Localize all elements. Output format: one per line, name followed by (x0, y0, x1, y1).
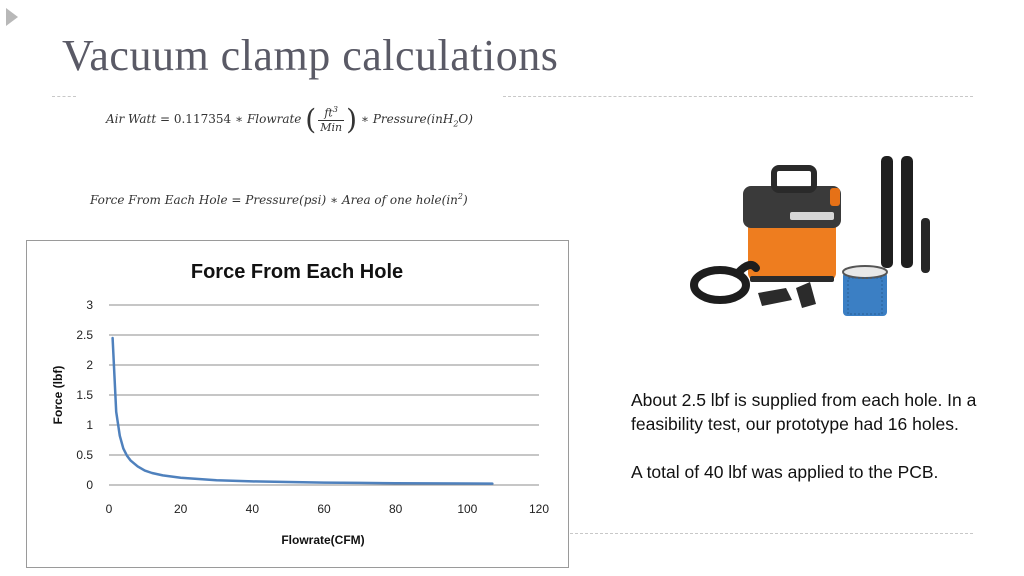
chart-title: Force From Each Hole (190, 261, 404, 283)
force-chart (26, 240, 569, 568)
air-watt-formula: Air Watt = 0.117354 ∗ Flowrate ( $\frac{ft^3}{\text{Min}}$ ) ∗ Pressure(inH$_2$O) (106, 103, 473, 136)
y-tick-label: 2 (86, 358, 93, 372)
floor-tool (758, 288, 792, 306)
slide-title: Vacuum clamp calculations (62, 31, 559, 80)
flowrate-unit-fraction: $\frac{ft^3}{\text{Min}}$ (320, 105, 343, 134)
caption-paragraph-1: About 2.5 lbf is supplied from each hole. In a feasibility test, our prototype had 16 holes. (631, 390, 977, 434)
wand-1 (881, 156, 893, 268)
title-divider-right (503, 96, 973, 97)
x-tick-label: 60 (317, 502, 331, 516)
x-axis-label: Flowrate(CFM) (281, 533, 365, 547)
result-caption (631, 388, 981, 484)
vacuum-base (750, 276, 834, 282)
slide-marker-arrow-icon (6, 8, 18, 26)
crevice-tool (796, 282, 816, 308)
hole-area-term: Area of one hole (341, 193, 442, 207)
x-tick-label: 100 (457, 502, 478, 516)
y-tick-label: 1 (86, 418, 93, 432)
vacuum-brand-plate (790, 212, 834, 220)
caption-paragraph-2: A total of 40 lbf was applied to the PCB. (631, 462, 939, 482)
shop-vacuum-photo (688, 148, 948, 318)
title-divider-left (52, 96, 76, 97)
force-chart-svg (27, 241, 568, 567)
x-tick-label: 40 (245, 502, 260, 516)
series-line-0 (113, 338, 493, 484)
x-tick-label: 0 (105, 502, 113, 516)
wand-2 (901, 156, 913, 268)
air-watt-label: Air Watt (106, 112, 157, 126)
flowrate-term: Flowrate (246, 112, 302, 126)
force-pressure-term: Pressure (245, 193, 300, 207)
y-tick-label: 1.5 (76, 388, 93, 402)
air-watt-coefficient: 0.117354 (173, 112, 232, 126)
footer-divider (570, 533, 973, 534)
x-tick-label: 80 (388, 502, 403, 516)
force-label: Force From Each Hole (90, 193, 228, 207)
y-tick-label: 2.5 (76, 328, 93, 342)
y-tick-label: 3 (86, 298, 93, 312)
y-tick-label: 0.5 (76, 448, 93, 462)
x-tick-label: 20 (173, 502, 188, 516)
force-formula: Force From Each Hole = Pressure(psi) ∗ Area of one $hole(in^2)$ (90, 192, 468, 207)
wand-short (921, 218, 930, 273)
vacuum-latch (830, 188, 840, 206)
x-tick-label: 120 (528, 502, 550, 516)
pressure-term: Pressure (372, 112, 427, 126)
filter-top (843, 266, 887, 278)
y-axis-label: Force (lbf) (51, 365, 65, 425)
y-tick-label: 0 (86, 478, 93, 492)
